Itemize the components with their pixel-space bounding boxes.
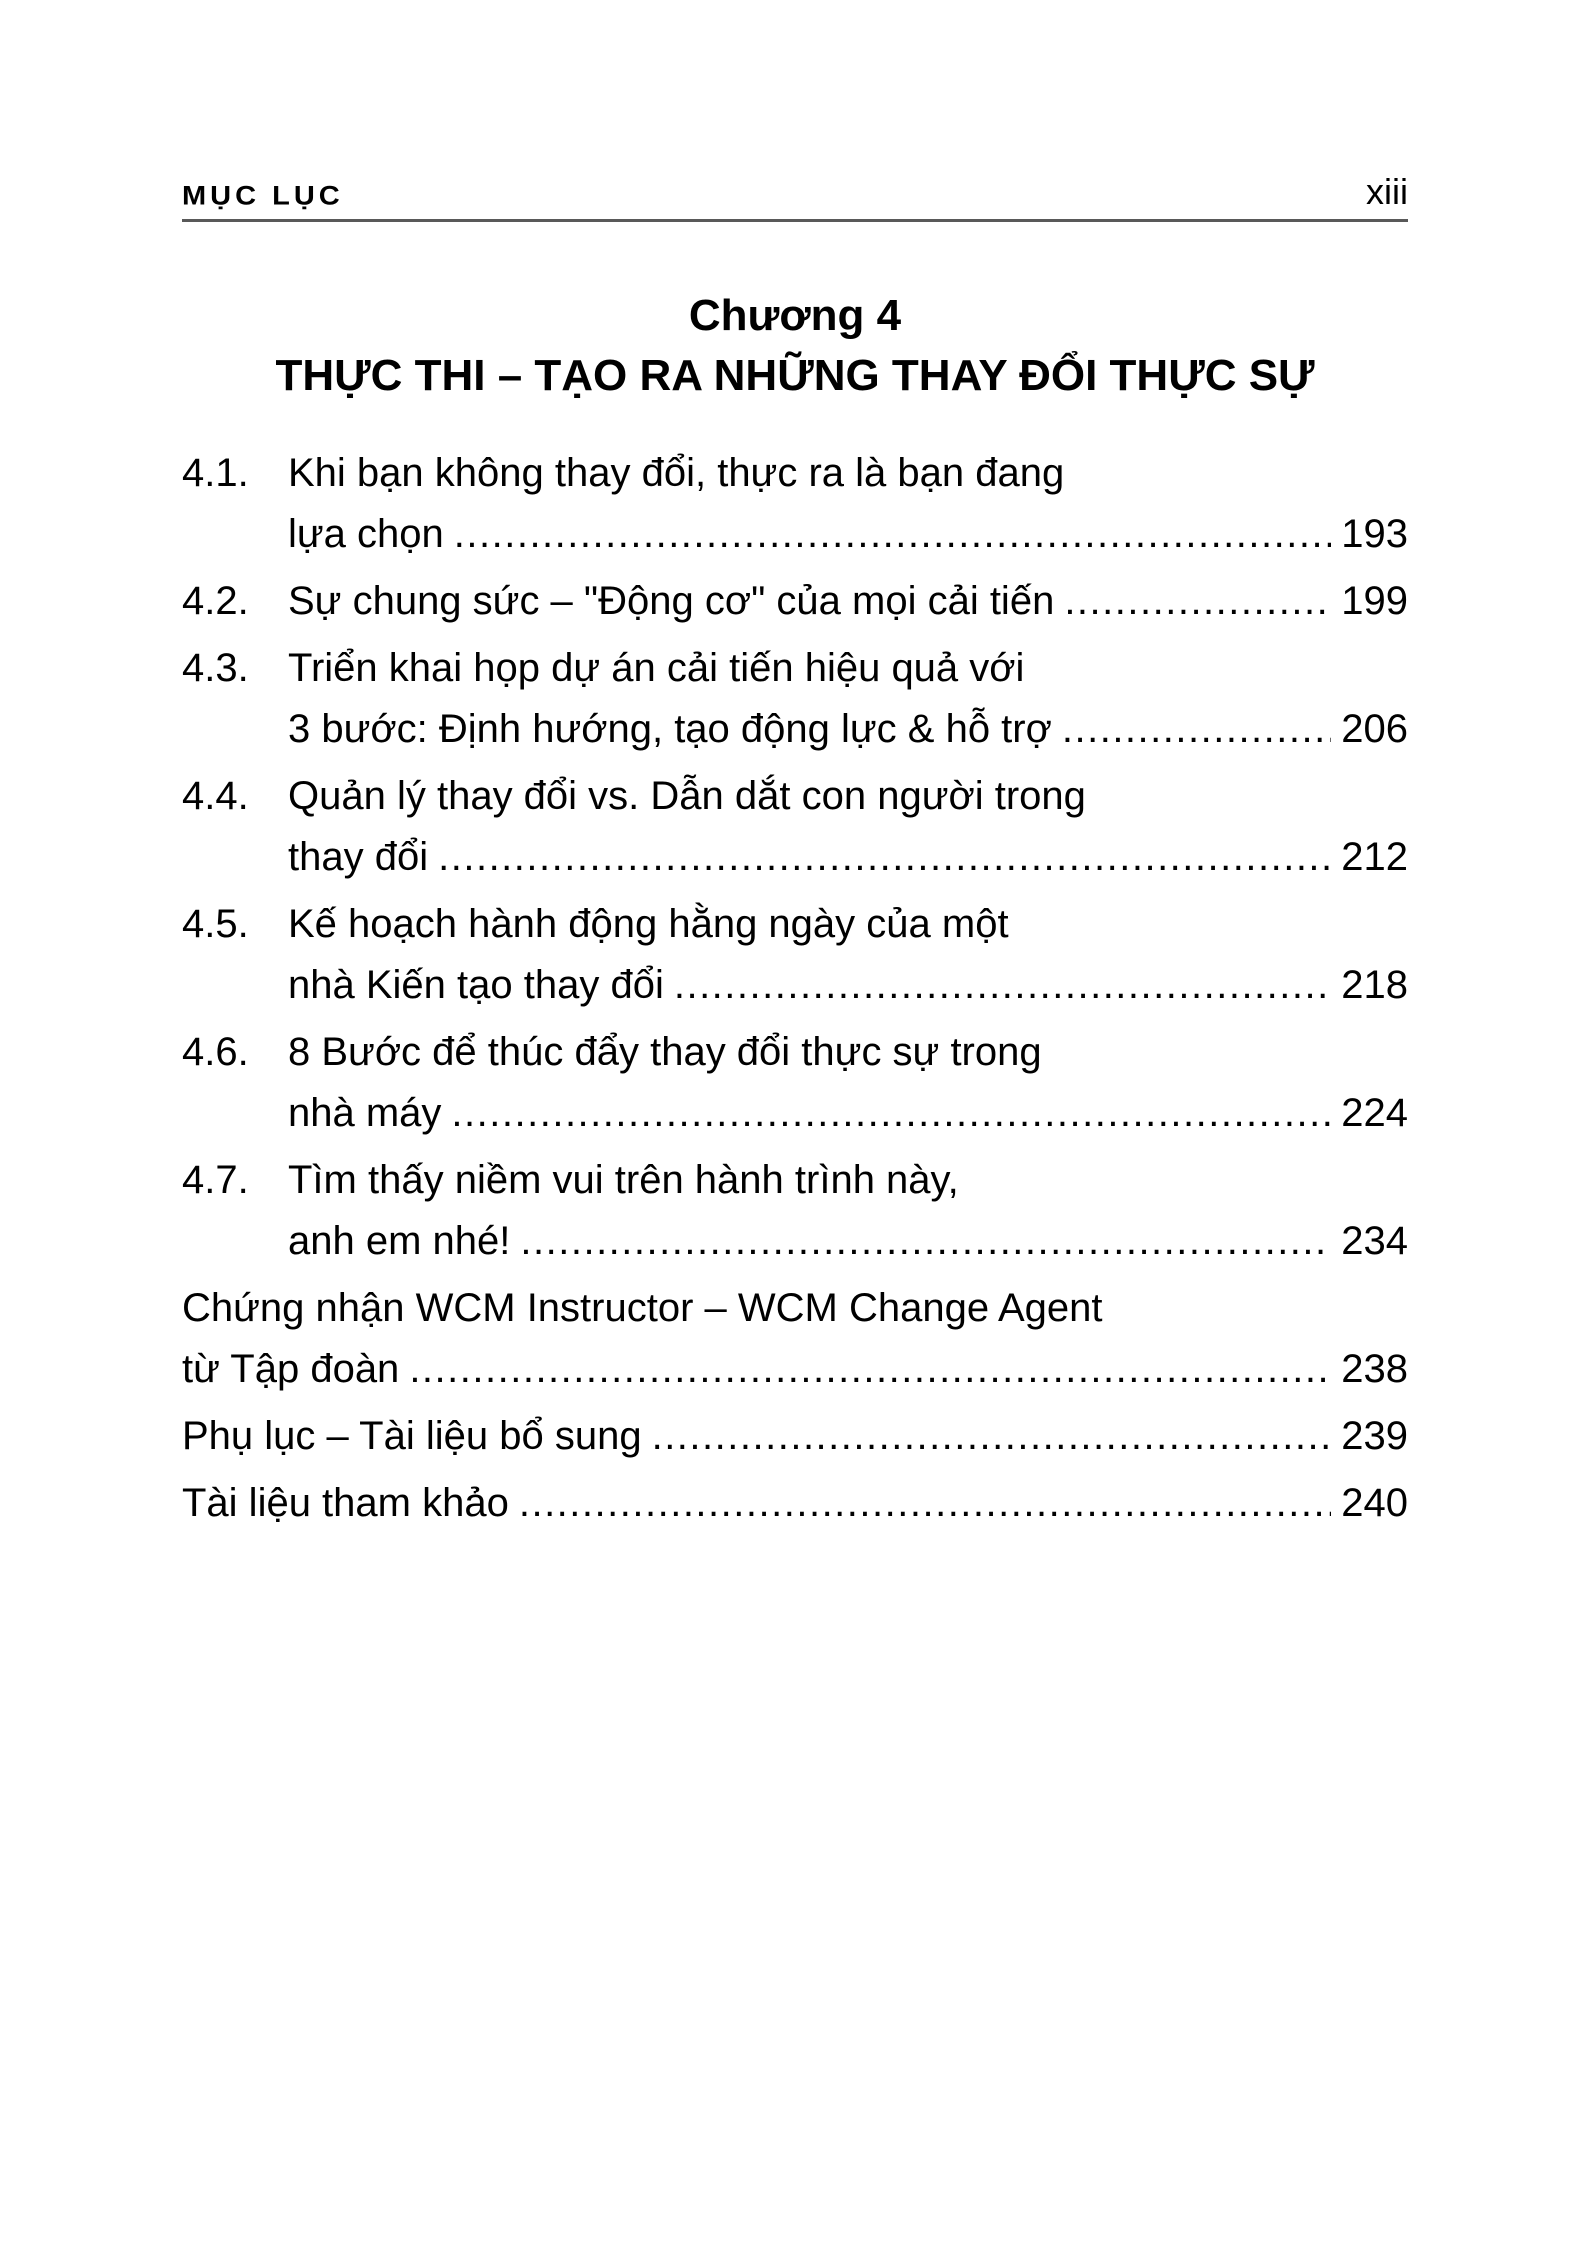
entry-first-line: Quản lý thay đổi vs. Dẫn dắt con người trong (288, 774, 1086, 818)
entry-last-line-text: Tài liệu tham khảo (182, 1481, 509, 1525)
dot-leader (1064, 571, 1331, 632)
chapter-heading (182, 286, 1408, 406)
chapter-title: THỰC THI – TẠO RA NHỮNG THAY ĐỔI THỰC SỰ (275, 351, 1315, 400)
entry-first-line: Triển khai họp dự án cải tiến hiệu quả với (288, 646, 1025, 690)
entry-number: 4.3. (182, 646, 249, 690)
toc-list (182, 443, 1408, 1534)
entry-last-line-text: Sự chung sức – "Động cơ" của mọi cải tiến (288, 579, 1055, 623)
entry-page-number: 218 (1341, 963, 1408, 1007)
entry-page-number: 193 (1341, 512, 1408, 556)
entry-first-line: Kế hoạch hành động hằng ngày của một (288, 902, 1009, 946)
entry-last-line (182, 1406, 1408, 1467)
entry-last-line-text: anh em nhé! (288, 1219, 511, 1263)
dot-leader (454, 504, 1331, 565)
entry-last-line-text: Phụ lục – Tài liệu bổ sung (182, 1414, 642, 1458)
dot-leader (519, 1473, 1331, 1534)
dot-leader (674, 955, 1331, 1016)
page-number-roman: xiii (1366, 171, 1408, 212)
dot-leader (438, 827, 1331, 888)
toc-entry (182, 766, 1408, 888)
header-rule (182, 219, 1408, 222)
dot-leader (451, 1083, 1331, 1144)
toc-entry (182, 638, 1408, 760)
entry-page-number: 224 (1341, 1091, 1408, 1135)
entry-last-line-text: nhà máy (288, 1091, 442, 1135)
toc-entry (182, 1022, 1408, 1144)
dot-leader (409, 1339, 1331, 1400)
dot-leader (652, 1406, 1332, 1467)
entry-last-line (288, 827, 1408, 888)
running-header (182, 171, 1408, 212)
toc-entry (182, 1406, 1408, 1467)
entry-page-number: 238 (1341, 1347, 1408, 1391)
entry-last-line (288, 1083, 1408, 1144)
entry-last-line (288, 1211, 1408, 1272)
entry-last-line (288, 571, 1408, 632)
entry-last-line-text: 3 bước: Định hướng, tạo động lực & hỗ trợ (288, 707, 1052, 751)
entry-last-line-text: thay đổi (288, 835, 429, 879)
entry-first-line: 8 Bước để thúc đẩy thay đổi thực sự trong (288, 1030, 1042, 1074)
entry-page-number: 199 (1341, 579, 1408, 623)
entry-page-number: 240 (1341, 1481, 1408, 1525)
entry-number: 4.5. (182, 902, 249, 946)
entry-last-line-text: từ Tập đoàn (182, 1347, 400, 1391)
entry-first-line: Tìm thấy niềm vui trên hành trình này, (288, 1158, 959, 1202)
entry-last-line-text: nhà Kiến tạo thay đổi (288, 963, 664, 1007)
entry-last-line (288, 955, 1408, 1016)
dot-leader (1062, 699, 1331, 760)
chapter-label: Chương 4 (688, 291, 902, 340)
entry-last-line (182, 1473, 1408, 1534)
entry-number: 4.2. (182, 579, 249, 623)
entry-last-line (288, 504, 1408, 565)
toc-entry (182, 1278, 1408, 1400)
toc-entry (182, 1150, 1408, 1272)
entry-number: 4.6. (182, 1030, 249, 1074)
entry-first-line: Khi bạn không thay đổi, thực ra là bạn đang (288, 451, 1065, 495)
entry-number: 4.7. (182, 1158, 249, 1202)
dot-leader (520, 1211, 1331, 1272)
running-header-title: MỤC LỤC (182, 181, 344, 211)
toc-entry (182, 1473, 1408, 1534)
entry-page-number: 234 (1341, 1219, 1408, 1263)
toc-entry (182, 443, 1408, 565)
toc-entry (182, 571, 1408, 632)
entry-last-line (182, 1339, 1408, 1400)
toc-entry (182, 894, 1408, 1016)
entry-first-line: Chứng nhận WCM Instructor – WCM Change Agent (182, 1286, 1103, 1330)
entry-number: 4.1. (182, 451, 249, 495)
entry-last-line (288, 699, 1408, 760)
entry-page-number: 212 (1341, 835, 1408, 879)
entry-page-number: 206 (1341, 707, 1408, 751)
entry-page-number: 239 (1341, 1414, 1408, 1458)
entry-number: 4.4. (182, 774, 249, 818)
entry-last-line-text: lựa chọn (288, 512, 444, 556)
